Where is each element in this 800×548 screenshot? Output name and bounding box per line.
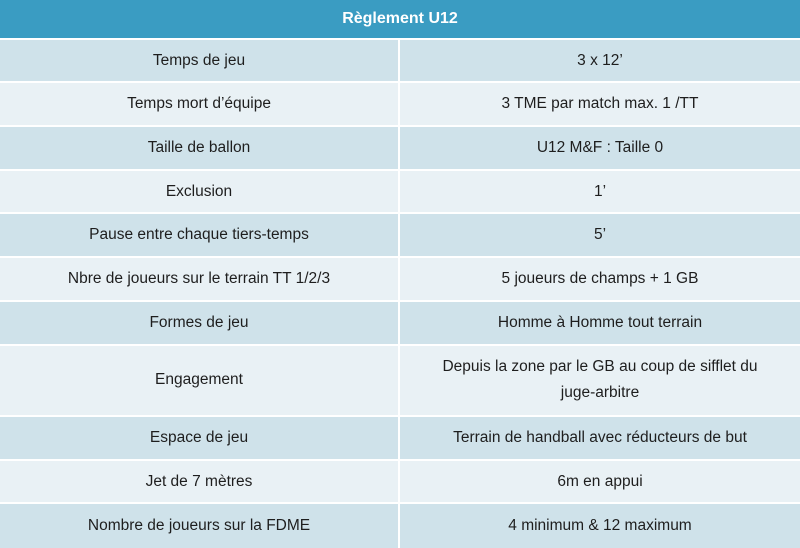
row-value: 4 minimum & 12 maximum — [508, 517, 692, 535]
table-row — [0, 214, 800, 258]
table-row — [0, 504, 800, 548]
table-row — [0, 127, 800, 171]
table-row — [0, 302, 800, 346]
row-value: Terrain de handball avec réducteurs de but — [453, 428, 747, 446]
row-value: 6m en appui — [557, 472, 643, 490]
row-value: 5 joueurs de champs + 1 GB — [501, 270, 699, 287]
row-label: Engagement — [0, 346, 400, 415]
row-label: Jet de 7 mètres — [0, 461, 400, 503]
row-label: Temps mort d’équipe — [0, 83, 400, 125]
row-label: Formes de jeu — [0, 302, 400, 344]
row-label: Pause entre chaque tiers-temps — [0, 214, 400, 256]
row-label: Taille de ballon — [0, 127, 400, 169]
row-value: U12 M&F : Taille 0 — [536, 138, 664, 156]
table-row — [0, 258, 800, 302]
row-label: Nombre de joueurs sur la FDME — [0, 504, 400, 548]
row-label: Temps de jeu — [0, 40, 400, 82]
table-row — [0, 40, 800, 84]
row-label: Exclusion — [0, 171, 400, 213]
row-value: 1’ — [593, 182, 607, 200]
row-value: 5’ — [593, 226, 607, 244]
table-title: Règlement U12 — [0, 0, 800, 40]
row-label: Espace de jeu — [0, 417, 400, 459]
row-value: 3 TME par match max. 1 /TT — [501, 95, 699, 113]
table-row — [0, 461, 800, 505]
row-value: Depuis la zone par le GB au coup de sifflet du juge-arbitre — [442, 358, 758, 402]
row-value: Homme à Homme tout terrain — [497, 313, 703, 331]
table-row — [0, 171, 800, 215]
table-row — [0, 417, 800, 461]
row-label: Nbre de joueurs sur le terrain TT 1/2/3 — [0, 258, 400, 300]
table-row — [0, 83, 800, 127]
row-value: 3 x 12’ — [577, 51, 623, 69]
table-row — [0, 346, 800, 417]
